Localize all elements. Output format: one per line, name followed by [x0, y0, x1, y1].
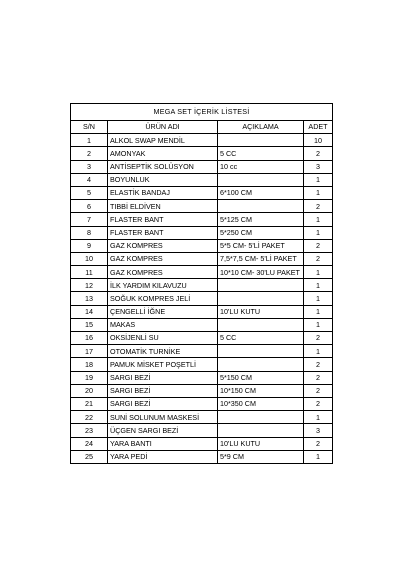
table-row [71, 305, 333, 318]
row-quantity-cell: 1 [304, 292, 333, 305]
row-quantity-cell: 2 [304, 239, 333, 252]
row-description-cell: 10'LU KUTU [218, 305, 304, 318]
row-sn-cell: 23 [71, 424, 108, 437]
row-product-name-cell: SARGI BEZİ [108, 371, 218, 384]
row-description-cell: 6*100 CM [218, 186, 304, 199]
column-header-quantity: ADET [304, 121, 333, 134]
table-row [71, 186, 333, 199]
row-product-name-cell: OKSİJENLİ SU [108, 332, 218, 345]
row-sn-cell: 2 [71, 147, 108, 160]
title-row [71, 104, 333, 121]
row-sn-cell: 4 [71, 173, 108, 186]
row-quantity-cell: 1 [304, 450, 333, 463]
row-description-cell: 10 cc [218, 160, 304, 173]
row-product-name-cell: SARGI BEZİ [108, 384, 218, 397]
row-product-name-cell: SUNİ SOLUNUM MASKESİ [108, 411, 218, 424]
row-description-cell: 7,5*7,5 CM- 5'Lİ PAKET [218, 252, 304, 265]
row-quantity-cell: 1 [304, 186, 333, 199]
row-quantity-cell: 2 [304, 252, 333, 265]
table-row [71, 358, 333, 371]
row-product-name-cell: TIBBİ ELDİVEN [108, 200, 218, 213]
row-product-name-cell: GAZ KOMPRES [108, 239, 218, 252]
row-description-cell: 5*9 CM [218, 450, 304, 463]
row-quantity-cell: 10 [304, 134, 333, 147]
table-row [71, 226, 333, 239]
row-quantity-cell: 1 [304, 305, 333, 318]
row-sn-cell: 10 [71, 252, 108, 265]
row-quantity-cell: 1 [304, 266, 333, 279]
row-description-cell [218, 318, 304, 331]
table-row [71, 397, 333, 410]
row-description-cell: 5 CC [218, 147, 304, 160]
row-quantity-cell: 1 [304, 173, 333, 186]
row-description-cell: 10*350 CM [218, 397, 304, 410]
row-sn-cell: 22 [71, 411, 108, 424]
row-product-name-cell: AMONYAK [108, 147, 218, 160]
row-description-cell: 5 CC [218, 332, 304, 345]
content-list-sheet [70, 103, 332, 464]
table-row [71, 147, 333, 160]
table-row [71, 332, 333, 345]
row-sn-cell: 21 [71, 397, 108, 410]
row-quantity-cell: 2 [304, 384, 333, 397]
row-description-cell [218, 279, 304, 292]
row-quantity-cell: 2 [304, 200, 333, 213]
row-description-cell: 5*5 CM- 5'Lİ PAKET [218, 239, 304, 252]
row-quantity-cell: 1 [304, 213, 333, 226]
row-description-cell [218, 411, 304, 424]
column-header-sn: S/N [71, 121, 108, 134]
row-sn-cell: 18 [71, 358, 108, 371]
row-product-name-cell: ÇENGELLİ İĞNE [108, 305, 218, 318]
row-quantity-cell: 1 [304, 345, 333, 358]
table-row [71, 292, 333, 305]
column-header-description: AÇIKLAMA [218, 121, 304, 134]
table-row [71, 266, 333, 279]
row-quantity-cell: 2 [304, 437, 333, 450]
row-product-name-cell: YARA BANTI [108, 437, 218, 450]
row-description-cell: 5*125 CM [218, 213, 304, 226]
row-sn-cell: 5 [71, 186, 108, 199]
row-sn-cell: 20 [71, 384, 108, 397]
table-row [71, 318, 333, 331]
table-row [71, 134, 333, 147]
row-sn-cell: 12 [71, 279, 108, 292]
row-sn-cell: 9 [71, 239, 108, 252]
row-quantity-cell: 1 [304, 411, 333, 424]
row-product-name-cell: PAMUK MİSKET POŞETLİ [108, 358, 218, 371]
row-description-cell [218, 200, 304, 213]
table-row [71, 213, 333, 226]
row-sn-cell: 16 [71, 332, 108, 345]
row-sn-cell: 6 [71, 200, 108, 213]
table-title: MEGA SET İÇERİK LİSTESİ [71, 104, 333, 121]
row-quantity-cell: 2 [304, 332, 333, 345]
row-sn-cell: 11 [71, 266, 108, 279]
row-sn-cell: 24 [71, 437, 108, 450]
row-description-cell: 5*250 CM [218, 226, 304, 239]
row-quantity-cell: 2 [304, 358, 333, 371]
header-row [71, 121, 333, 134]
row-product-name-cell: GAZ KOMPRES [108, 252, 218, 265]
row-description-cell: 10*10 CM- 30'LU PAKET [218, 266, 304, 279]
table-row [71, 239, 333, 252]
row-quantity-cell: 1 [304, 279, 333, 292]
table-row [71, 345, 333, 358]
row-quantity-cell: 3 [304, 424, 333, 437]
row-description-cell [218, 134, 304, 147]
row-sn-cell: 15 [71, 318, 108, 331]
row-product-name-cell: FLASTER BANT [108, 213, 218, 226]
table-row [71, 160, 333, 173]
table-row [71, 252, 333, 265]
table-body [71, 134, 333, 464]
table-row [71, 450, 333, 463]
row-product-name-cell: BOYUNLUK [108, 173, 218, 186]
table-row [71, 411, 333, 424]
row-description-cell: 10'LU KUTU [218, 437, 304, 450]
table-row [71, 200, 333, 213]
row-quantity-cell: 3 [304, 160, 333, 173]
row-product-name-cell: GAZ KOMPRES [108, 266, 218, 279]
row-sn-cell: 19 [71, 371, 108, 384]
row-product-name-cell: ALKOL SWAP MENDİL [108, 134, 218, 147]
row-sn-cell: 17 [71, 345, 108, 358]
row-product-name-cell: ANTİSEPTİK SOLÜSYON [108, 160, 218, 173]
table-row [71, 384, 333, 397]
row-sn-cell: 3 [71, 160, 108, 173]
row-product-name-cell: SOĞUK KOMPRES JELİ [108, 292, 218, 305]
row-sn-cell: 1 [71, 134, 108, 147]
row-product-name-cell: ÜÇGEN SARGI BEZİ [108, 424, 218, 437]
row-quantity-cell: 2 [304, 371, 333, 384]
row-quantity-cell: 2 [304, 147, 333, 160]
row-sn-cell: 7 [71, 213, 108, 226]
row-description-cell [218, 292, 304, 305]
table-row [71, 424, 333, 437]
row-product-name-cell: FLASTER BANT [108, 226, 218, 239]
column-header-product-name: ÜRÜN ADI [108, 121, 218, 134]
row-sn-cell: 25 [71, 450, 108, 463]
row-quantity-cell: 2 [304, 397, 333, 410]
table-row [71, 279, 333, 292]
row-product-name-cell: MAKAS [108, 318, 218, 331]
row-sn-cell: 14 [71, 305, 108, 318]
table-row [71, 437, 333, 450]
row-product-name-cell: ELASTİK BANDAJ [108, 186, 218, 199]
row-product-name-cell: SARGI BEZİ [108, 397, 218, 410]
row-sn-cell: 13 [71, 292, 108, 305]
row-quantity-cell: 1 [304, 318, 333, 331]
row-description-cell: 10*150 CM [218, 384, 304, 397]
row-quantity-cell: 1 [304, 226, 333, 239]
row-description-cell [218, 424, 304, 437]
table-row [71, 173, 333, 186]
row-description-cell [218, 173, 304, 186]
row-description-cell: 5*150 CM [218, 371, 304, 384]
row-sn-cell: 8 [71, 226, 108, 239]
row-product-name-cell: İLK YARDIM KILAVUZU [108, 279, 218, 292]
row-product-name-cell: YARA PEDİ [108, 450, 218, 463]
table-row [71, 371, 333, 384]
row-description-cell [218, 358, 304, 371]
row-description-cell [218, 345, 304, 358]
content-list-table [70, 103, 333, 464]
row-product-name-cell: OTOMATİK TURNİKE [108, 345, 218, 358]
